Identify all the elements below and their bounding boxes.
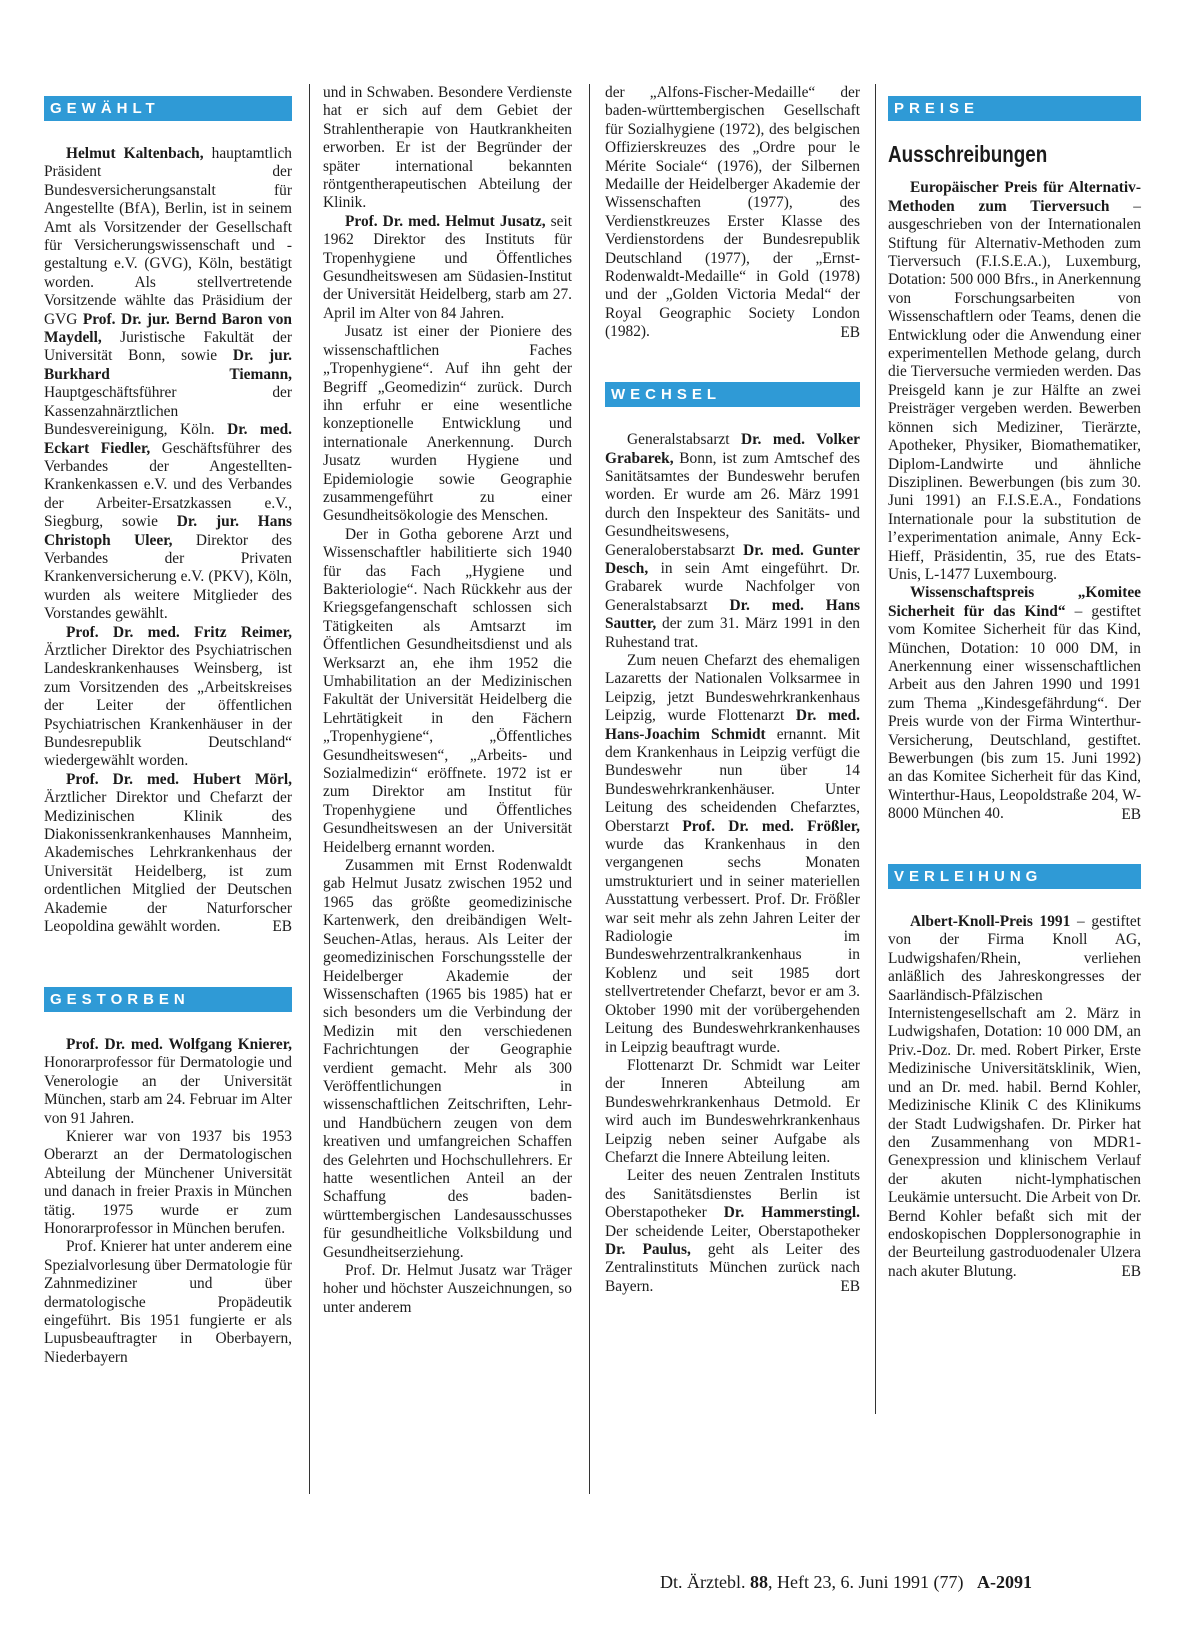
issue-date: , Heft 23, 6. Juni 1991 (77) (767, 1572, 964, 1592)
paragraph: Prof. Dr. med. Hubert Mörl, Ärztlicher Direktor und Chefarzt der Medizinischen Klinik des Diakonissenkrankenhauses Mannheim, Akademisches Lehrkrankenhaus der Universität Heidelberg, ist zum ordentlichen Mitglied der Deutschen Akademie der Naturforscher Leopoldina gewählt worden. (44, 770, 292, 936)
paragraph: Prof. Knierer hat unter anderem eine Spezialvorlesung über Dermatologie für Zahnmediziner und über dermatologische Propädeutik eingeführt. Bis 1951 fungierte er als Lupusbeauftragter in Oberbayern, Niederbayern (44, 1238, 292, 1366)
column-rule (589, 84, 590, 1494)
author-signature: EB (840, 323, 860, 341)
column-2 (323, 84, 572, 1317)
section-header-preise: PREISE (888, 96, 1141, 121)
paragraph: Generalstabsarzt Dr. med. Volker Grabarek, Bonn, ist zum Amtschef des Sanitätsamtes der Bundeswehr berufen worden. Er wurde am 26. März 1991 durch den Inspekteur des Sanitäts- und Gesundheitswesens, Generaloberstabsarzt Dr. med. Gunter Desch, in sein Amt eingeführt. Dr. Grabarek wurde Nachfolger von Generalstabsarzt Dr. med. Hans Sautter, der zum 31. März 1991 in den Ruhestand trat. (605, 431, 860, 651)
section-header-wechsel: WECHSEL (605, 382, 860, 407)
author-signature: EB (840, 1278, 860, 1296)
paragraph: Der in Gotha geborene Arzt und Wissenschaftler habilitierte sich 1940 für das Fach „Hygiene und Bakteriologie“. Nach Rückkehr aus der Kriegsgefangenschaft schlossen sich Tätigkeiten als Amtsarzt im Öffentlichen Gesundheitsdienst und als Werksarzt an, ehe ihm 1952 die Umhabilitation an der Medizinischen Fakultät der Universität Heidelberg die Lehrtätigkeit in den Fächern „Tropenhygiene“, „Öffentliches Gesundheitswesen“, „Arbeits- und Sozialmedizin“ eröffnete. 1972 ist er zum Direktor am Institut für Tropenhygiene und Öffentliches Gesundheitswesen an der Universität Heidelberg ernannt worden. (323, 525, 572, 856)
paragraph: und in Schwaben. Besondere Verdienste hat er sich auf dem Gebiet der Strahlentherapie von Hautkrankheiten erworben. Er ist der Begründer der später international bekannten röntgentherapeutischen Abteilung der Klinik. (323, 84, 572, 212)
paragraph: der „Alfons-Fischer-Medaille“ der baden-württembergischen Gesellschaft für Sozialhygiene (1972), des belgischen Offizierskreuzes des „Ordre pour le Mérite Sociale“ (1976), der Silbernen Medaille der Heidelberger Akademie der Wissenschaften (1977), des Verdienstkreuzes Erster Klasse des Verdienstordens der Bundesrepublik Deutschland (1977), der „Ernst-Rodenwaldt-Medaille“ in Gold (1978) und der „Golden Victoria Medal“ der Royal Geographic Society London (1982). (605, 84, 860, 341)
paragraph: Knierer war von 1937 bis 1953 Oberarzt an der Dermatologischen Abteilung der Münchener Universität und danach in freier Praxis in München tätig. 1975 wurde er zum Honorarprofessor in München berufen. (44, 1127, 292, 1237)
section-heading: Ausschreibungen (888, 141, 1048, 167)
column-4 (888, 84, 1141, 1282)
paragraph: Helmut Kaltenbach, hauptamtlich Präsident der Bundesversicherungsanstalt für Angestellte (BfA), Berlin, ist in seinem Amt als Vorsitzender der Gesellschaft für Versicherungswissenschaft und -gestaltung e.V. (GVG), Köln, bestätigt worden. Als stellvertretende Vorsitzende wählte das Präsidium der GVG Prof. Dr. jur. Bernd Baron von Maydell, Juristische Fakultät der Universität Bonn, sowie Dr. jur. Burkhard Tiemann, Hauptgeschäftsführer der Kassenzahnärztlichen Bundesvereinigung, Köln. Dr. med. Eckart Fiedler, Geschäftsführer des Verbandes der Angestellten-Krankenkassen e.V. und des Verbandes der Arbeiter-Ersatzkassen e.V., Siegburg, sowie Dr. jur. Hans Christoph Uleer, Direktor des Verbandes der Privaten Krankenversicherung e.V. (PKV), Köln, wurden als weitere Mitglieder des Vorstandes gewählt. (44, 145, 292, 623)
author-signature: EB (272, 918, 292, 936)
paragraph: Wissenschaftspreis „Komitee Sicherheit für das Kind“ – gestiftet vom Komitee Sicherheit für das Kind, München, Dotation: 10 000 DM, in Anerkennung einer wissenschaftlichen Arbeit aus den Jahren 1990 und 1991 zum Thema „Kindesgefährdung“. Der Preis wurde von der Firma Winterthur-Versicherung, Deutschland, gestiftet. Bewerbungen (bis zum 15. Juni 1992) an das Komitee Sicherheit für das Kind, Winterthur-Haus, Leopoldstraße 204, W-8000 München 40. (888, 584, 1141, 823)
paragraph: Flottenarzt Dr. Schmidt war Leiter der Inneren Abteilung am Bundeswehrkrankenhaus Detmold. Er wird auch im Bundeswehrkrankenhaus Leipzig neben seiner Aufgabe als Chefarzt die Innere Abteilung leiten. (605, 1056, 860, 1166)
journal-name: Dt. Ärztebl. (660, 1572, 746, 1592)
volume-number: 88 (749, 1572, 768, 1592)
paragraph: Prof. Dr. med. Wolfgang Knierer, Honorarprofessor für Dermatologie und Venerologie an der Universität München, starb am 24. Februar im Alter von 91 Jahren. (44, 1035, 292, 1127)
section-header-verleihung: VERLEIHUNG (888, 864, 1141, 889)
column-rule (875, 84, 876, 1414)
paragraph: Albert-Knoll-Preis 1991 – gestiftet von der Firma Knoll AG, Ludwigshafen/Rhein, verliehen anläßlich des Jahreskongresses der Saarländisch-Pfälzischen Internistengesellschaft am 2. März in Ludwigshafen, Dotation: 10 000 DM, an Priv.-Doz. Dr. med. Robert Pirker, Erste Medizinische Universitätsklinik, Wien, und an Dr. med. habil. Bernd Kohler, Medizinische Klinik C des Klinikums der Stadt Ludwigshafen. Dr. Pirker hat den Zusammenhang von MDR1-Genexpression und klinischem Verlauf der akuten nicht-lymphatischen Leukämie untersucht. Die Arbeit von Dr. Bernd Kohler befaßt sich mit der endoskopischen Dopplersonographie in der Beurteilung gastroduodenaler Ulzera nach akuter Blutung. (888, 913, 1141, 1280)
paragraph: Zusammen mit Ernst Rodenwaldt gab Helmut Jusatz zwischen 1952 und 1965 das größte geomedizinische Kartenwerk, den dreibändigen Welt-Seuchen-Atlas, heraus. Als Leiter der geomedizinischen Forschungsstelle der Heidelberger Akademie der Wissenschaften (1965 bis 1985) hat er sich besonders um die Verbindung der Medizin mit den verschiedenen Fachrichtungen der Geographie verdient gemacht. Mehr als 300 Veröffentlichungen in wissenschaftlichen Zeitschriften, Lehr- und Handbüchern zeugen von dem kreativen und umfangreichen Schaffen des Gelehrten und Hochschullehrers. Er hatte wesentlichen Anteil an der Schaffung des baden-württembergischen Landesausschusses für gesundheitliche Volksbildung und Gesundheitserziehung. (323, 857, 572, 1261)
paragraph: Europäischer Preis für Alternativ-Methoden zum Tierversuch – ausgeschrieben von der Internationalen Stiftung für Alternativ-Methoden zum Tierversuch (F.I.S.E.A.), Luxemburg, Dotation: 500 000 Bfrs., in Anerkennung von Forschungsarbeiten von Wissenschaftlern oder Teams, denen die Entwicklung oder die Anwendung einer experimentellen Methode gelang, durch die Tierversuche vermieden werden. Das Preisgeld kann je zur Hälfte an zwei Preisträger vergeben werden. Bewerben können sich Mediziner, Tierärzte, Apotheker, Physiker, Biomathematiker, Diplom-Landwirte und ähnliche Disziplinen. Bewerbungen (bis zum 30. Juni 1991) an F.I.S.E.A., Fondations Internationale pour la substitution de l’experimentation animale, Anny Eck-Hieff, Präsidentin, 35, rue des Etats-Unis, L-1477 Luxembourg. (888, 179, 1141, 583)
paragraph: Prof. Dr. Helmut Jusatz war Träger hoher und höchster Auszeichnungen, so unter anderem (323, 1262, 572, 1316)
author-signature: EB (1121, 805, 1141, 823)
paragraph: Jusatz ist einer der Pioniere des wissenschaftlichen Faches „Tropenhygiene“. Auf ihn geht der Begriff „Geomedizin“ zurück. Durch ihn erfuhr er eine wesentliche konzeptionelle Entwicklung und internationale Anerkennung. Durch Jusatz wurden Hygiene und Epidemiologie sowie Geographie zusammengeführt zu einer Gesundheitsökologie des Menschen. (323, 323, 572, 525)
column-1 (44, 84, 292, 1367)
column-3 (605, 84, 860, 1297)
column-rule (309, 84, 310, 1494)
page-number: A-2091 (976, 1572, 1032, 1592)
author-signature: EB (1121, 1263, 1141, 1281)
paragraph: Leiter des neuen Zentralen Instituts des Sanitätsdienstes Berlin ist Oberstapotheker Dr. Hammerstingl. Der scheidende Leiter, Oberstapotheker Dr. Paulus, geht als Leiter des Zentralinstituts München zurück nach Bayern. (605, 1167, 860, 1295)
page-footer (660, 1572, 1032, 1593)
paragraph: Prof. Dr. med. Helmut Jusatz, seit 1962 Direktor des Instituts für Tropenhygiene und Öffentliches Gesundheitswesen am Südasien-Institut der Universität Heidelberg, starb am 27. April im Alter von 84 Jahren. (323, 212, 572, 322)
section-header-gewaehlt: GEWÄHLT (44, 96, 292, 121)
section-header-gestorben: GESTORBEN (44, 987, 292, 1012)
paragraph: Prof. Dr. med. Fritz Reimer, Ärztlicher Direktor des Psychiatrischen Landeskrankenhauses Weinsberg, ist zum Vorsitzenden des „Arbeitskreises der Leiter der öffentlichen Psychiatrischen Krankenhäuser in der Bundesrepublik Deutschland“ wiedergewählt worden. (44, 623, 292, 770)
paragraph: Zum neuen Chefarzt des ehemaligen Lazaretts der Nationalen Volksarmee in Leipzig, jetzt Bundeswehrkrankenhaus Leipzig, wurde Flottenarzt Dr. med. Hans-Joachim Schmidt ernannt. Mit dem Krankenhaus in Leipzig verfügt die Bundeswehr nun über 14 Bundeswehrkrankenhäuser. Unter Leitung des scheidenden Chefarztes, Oberstarzt Prof. Dr. med. Frößler, wurde das Krankenhaus in den vergangenen sechs Monaten umstrukturiert und in seiner materiellen Ausstattung verbessert. Prof. Dr. Frößler war seit mehr als zehn Jahren Leiter der Radiologie im Bundeswehrzentralkrankenhaus in Koblenz und seit 1985 dort stellvertretender Chefarzt, bevor er am 3. Oktober 1990 mit der vorübergehenden Leitung des Bundeswehrkrankenhauses in Leipzig beauftragt wurde. (605, 651, 861, 1056)
